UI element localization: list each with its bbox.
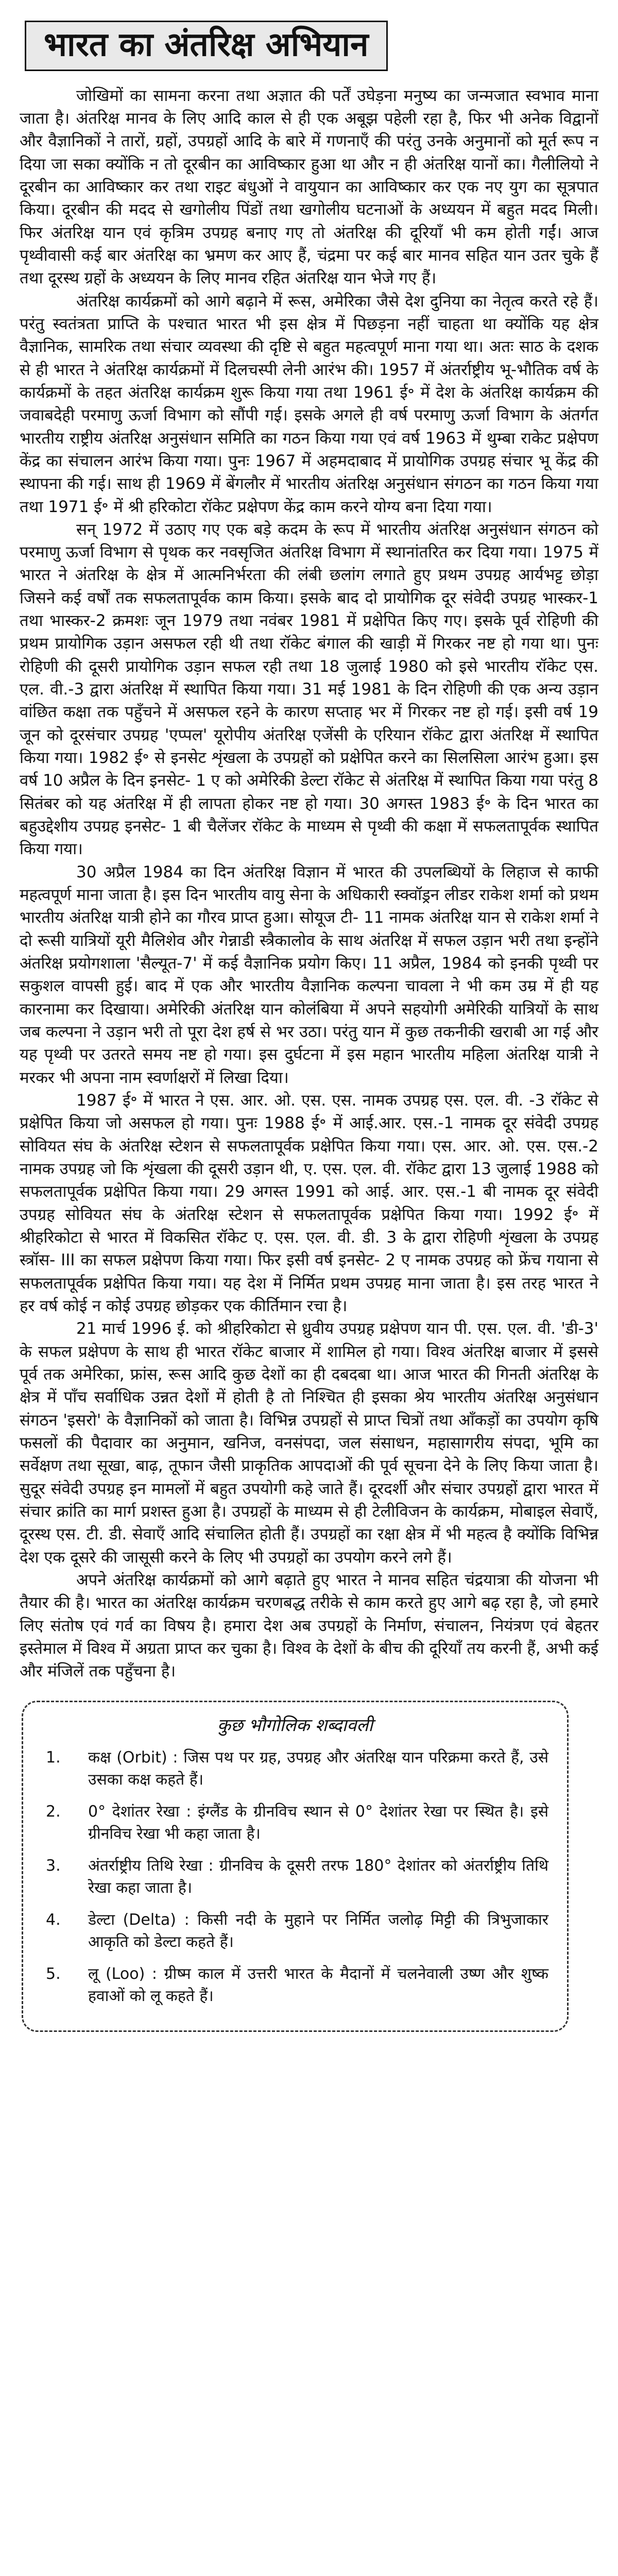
glossary-item [42,1747,548,1791]
glossary-item-text: कक्ष (Orbit) : जिस पथ पर ग्रह, उपग्रह और अंतरिक्ष यान परिक्रमा करते हैं, उसे उसका कक्ष कहते हैं। [88,1748,548,1789]
glossary-item-number: 2. [46,1802,61,1821]
glossary-item-text: लू (Loo) : ग्रीष्म काल में उत्तरी भारत के मैदानों में चलनेवाली उष्ण और शुष्क हवाओं को लू कहते हैं। [88,1964,548,2006]
glossary-item [42,1855,548,1900]
paragraph: 1987 ई॰ में भारत ने एस. आर. ओ. एस. एस. नामक उपग्रह एस. एल. वी. -3 रॉकेट से प्रक्षेपित किया जो असफल हो गया। पुनः 1988 ई॰ में आई.आर. एस.-1 नामक दूर संवेदी उपग्रह सोवियत संघ के अंतरिक्ष स्टेशन से सफलतापूर्वक प्रक्षेपित किया गया। एस. आर. ओ. एस. एस.-2 नामक उपग्रह जो कि शृंखला की दूसरी उड़ान थी, ए. एस. एल. वी. रॉकेट द्वारा 13 जुलाई 1988 को सफलतापूर्वक प्रक्षेपित किया गया। 29 अगस्त 1991 को आई. आर. एस.-1 बी नामक दूर संवेदी उपग्रह सोवियत संघ के अंतरिक्ष स्टेशन से सफलतापूर्वक प्रक्षेपित किया गया। 1992 ई॰ में श्रीहरिकोटा से भारत में विकसित रॉकेट ए. एस. एल. वी. डी. 3 के द्वारा रोहिणी शृंखला के उपग्रह स्त्रॉस- III का सफल प्रक्षेपण किया गया। फिर इसी वर्ष इनसेट- 2 ए नामक उपग्रह को फ्रेंच गयाना से सफलतापूर्वक प्रक्षेपित किया गया। यह देश में निर्मित प्रथम उपग्रह माना जाता है। इस तरह भारत ने हर वर्ष कोई न कोई उपग्रह छोड़कर एक कीर्तिमान रचा है। [20,1091,598,1315]
glossary-item-number: 1. [46,1748,61,1767]
glossary-title: कुछ भौगोलिक शब्दावली [217,1715,373,1736]
glossary-item [42,1909,548,1954]
glossary-item-number: 5. [46,1964,61,1983]
paragraph: अपने अंतरिक्ष कार्यक्रमों को आगे बढ़ाते हुए भारत ने मानव सहित चंद्रयात्रा की योजना भी तैयार की है। भारत का अंतरिक्ष कार्यक्रम चरणबद्ध तरीके से काम करते हुए आगे बढ़ रहा है, जो हमारे लिए संतोष एवं गर्व का विषय है। हमारा देश अब उपग्रहों के निर्माण, संचालन, नियंत्रण एवं बेहतर इस्तेमाल में विश्व में अग्रता प्राप्त कर चुका है। विश्व के देशों के बीच की दूरियाँ तय करनी हैं, अभी कई और मंजिलें तक पहुँचना है। [20,1570,598,1681]
page-title: भारत का अंतरिक्ष अभियान [25,21,388,71]
glossary-item-text: डेल्टा (Delta) : किसी नदी के मुहाने पर निर्मित जलोढ़ मिट्टी की त्रिभुजाकार आकृति को डेल्टा कहते हैं। [88,1910,548,1952]
paragraph: जोखिमों का सामना करना तथा अज्ञात की पर्तें उघेड़ना मनुष्य का जन्मजात स्वभाव माना जाता है। अंतरिक्ष मानव के लिए आदि काल से ही एक अबूझ पहेली रहा है, फिर भी अनेक विद्वानों और वैज्ञानिकों ने तारों, ग्रहों, उपग्रहों आदि के बारे में गणनाएँ की परंतु उनके अनुमानों को मूर्त रूप न दिया जा सका क्योंकि न तो दूरबीन का आविष्कार हुआ था और न ही अंतरिक्ष यानों का। गैलीलियो ने दूरबीन का आविष्कार कर तथा राइट बंधुओं ने वायुयान का आविष्कार कर एक नए युग का सूत्रपात किया। दूरबीन की मदद से खगोलीय पिंडों तथा खगोलीय घटनाओं के अध्ययन में बहुत मदद मिली। फिर अंतरिक्ष यान एवं कृत्रिम उपग्रह बनाए गए तो अंतरिक्ष की दूरियाँ भी कम होती गईं। आज पृथ्वीवासी कई बार अंतरिक्ष का भ्रमण कर आए हैं, चंद्रमा पर कई बार मानव सहित यान उतर चुके हैं तथा दूरस्थ ग्रहों के अध्ययन के लिए मानव रहित अंतरिक्ष यान भेजे गए हैं। [20,86,598,288]
glossary-item-text: अंतर्राष्ट्रीय तिथि रेखा : ग्रीनविच के दूसरी तरफ 180° देशांतर को अंतर्राष्ट्रीय तिथि रेखा कहा जाता है। [88,1856,548,1897]
glossary-box [22,1701,569,2032]
glossary-item [42,1963,548,2008]
paragraph: सन् 1972 में उठाए गए एक बड़े कदम के रूप में भारतीय अंतरिक्ष अनुसंधान संगठन को परमाणु ऊर्जा विभाग से पृथक कर नवसृजित अंतरिक्ष विभाग में स्थानांतरित कर दिया गया। 1975 में भारत ने अंतरिक्ष के क्षेत्र में आत्मनिर्भरता की लंबी छलांग लगाते हुए प्रथम उपग्रह आर्यभट्ट छोड़ा जिसने कई वर्षों तक सफलतापूर्वक काम किया। इसके बाद दो प्रायोगिक दूर संवेदी उपग्रह भास्कर-1 तथा भास्कर-2 क्रमशः जून 1979 तथा नवंबर 1981 में प्रक्षेपित किए गए। इसके पूर्व रोहिणी की प्रथम प्रायोगिक उड़ान असफल रही थी तथा रॉकेट बंगाल की खाड़ी में गिरकर नष्ट हो गया था। पुनः रोहिणी की दूसरी प्रायोगिक उड़ान सफल रही तथा 18 जुलाई 1980 को इसे भारतीय रॉकेट एस. एल. वी.-3 द्वारा अंतरिक्ष में स्थापित किया गया। 31 मई 1981 के दिन रोहिणी की एक अन्य उड़ान वांछित कक्षा तक पहुँचने में असफल रहने के कारण सप्ताह भर में गिरकर नष्ट हो गई। इसी वर्ष 19 जून को दूरसंचार उपग्रह 'एप्पल' यूरोपीय अंतरिक्ष एजेंसी के एरियान रॉकेट द्वारा अंतरिक्ष में स्थापित किया गया। 1982 ई॰ से इनसेट शृंखला के उपग्रहों को प्रक्षेपित करने का सिलसिला आरंभ हुआ। इस वर्ष 10 अप्रैल के दिन इनसेट- 1 ए को अमेरिकी डेल्टा रॉकेट से अंतरिक्ष में स्थापित किया गया परंतु 8 सितंबर को यह अंतरिक्ष में ही लापता होकर नष्ट हो गया। 30 अगस्त 1983 ई॰ के दिन भारत का बहुउद्देशीय उपग्रह इनसेट- 1 बी चैलेंजर रॉकेट के माध्यम से पृथ्वी की कक्षा में सफलतापूर्वक स्थापित किया गया। [20,520,598,859]
paragraph: 21 मार्च 1996 ई. को श्रीहरिकोटा से ध्रुवीय उपग्रह प्रक्षेपण यान पी. एस. एल. वी. 'डी-3' के सफल प्रक्षेपण के साथ ही भारत रॉकेट बाजार में शामिल हो गया। विश्व अंतरिक्ष बाजार में इससे पूर्व तक अमेरिका, फ्रांस, रूस आदि कुछ देशों का ही दबदबा था। आज भारत की गिनती अंतरिक्ष के क्षेत्र में पाँच सर्वाधिक उन्नत देशों में होती है तो निश्चित ही इसका श्रेय भारतीय अंतरिक्ष अनुसंधान संगठन 'इसरो' के वैज्ञानिकों को जाता है। विभिन्न उपग्रहों से प्राप्त चित्रों तथा आँकड़ों का उपयोग कृषि फसलों की पैदावार का अनुमान, खनिज, वनसंपदा, जल संसाधन, महासागरीय संपदा, भूमि का सर्वेक्षण तथा सूखा, बाढ़, तूफान जैसी प्राकृतिक आपदाओं की पूर्व सूचना देने के लिए किया जाता है। सुदूर संवेदी उपग्रह इन मामलों में बहुत उपयोगी कहे जाते हैं। दूरदर्शी और संचार उपग्रहों द्वारा भारत में संचार क्रांति का मार्ग प्रशस्त हुआ है। उपग्रहों के माध्यम से ही टेलीविजन के कार्यक्रम, मोबाइल सेवाएँ, दूरस्थ एस. टी. डी. सेवाएँ आदि संचालित होती हैं। उपग्रहों का रक्षा क्षेत्र में भी महत्व है क्योंकि विभिन्न देश एक दूसरे की जासूसी करने के लिए भी उपग्रहों का उपयोग करने लगे हैं। [20,1319,598,1567]
paragraph: 30 अप्रैल 1984 का दिन अंतरिक्ष विज्ञान में भारत की उपलब्धियों के लिहाज से काफी महत्वपूर्ण माना जाता है। इस दिन भारतीय वायु सेना के अधिकारी स्क्वॉड्रन लीडर राकेश शर्मा को प्रथम भारतीय अंतरिक्ष यात्री होने का गौरव प्राप्त हुआ। सोयूज टी- 11 नामक अंतरिक्ष यान से राकेश शर्मा ने दो रूसी यात्रियों यूरी मैलिशेव और गेन्नाडी स्त्रैकालोव के साथ अंतरिक्ष में सफल उड़ान भरी तथा इन्होंने अंतरिक्ष प्रयोगशाला 'सैल्यूत-7' में कई वैज्ञानिक प्रयोग किए। 11 अप्रैल, 1984 को इनकी पृथ्वी पर सकुशल वापसी हुई। बाद में एक और भारतीय वैज्ञानिक कल्पना चावला ने भी कम उम्र में ही यह कारनामा कर दिखाया। अमेरिकी अंतरिक्ष यान कोलंबिया में अपने सहयोगी अमेरिकी यात्रियों के साथ जब कल्पना ने उड़ान भरी तो पूरा देश हर्ष से भर उठा। परंतु यान में कुछ तकनीकी खराबी आ गई और यह पृथ्वी पर उतरते समय नष्ट हो गया। इस दुर्घटना में इस महान भारतीय महिला अंतरिक्ष यात्री ने मरकर भी अपना नाम स्वर्णाक्षरों में लिखा दिया। [20,862,598,1087]
paragraph: अंतरिक्ष कार्यक्रमों को आगे बढ़ाने में रूस, अमेरिका जैसे देश दुनिया का नेतृत्व करते रहे हैं। परंतु स्वतंत्रता प्राप्ति के पश्चात भारत भी इस क्षेत्र में पिछड़ना नहीं चाहता था क्योंकि यह क्षेत्र वैज्ञानिक, सामरिक तथा संचार व्यवस्था की दृष्टि से बहुत महत्वपूर्ण माना गया था। अतः साठ के दशक से ही भारत ने अंतरिक्ष कार्यक्रमों में दिलचस्पी लेनी आरंभ की। 1957 में अंतर्राष्ट्रीय भू-भौतिक वर्ष के कार्यक्रमों के तहत अंतरिक्ष कार्यक्रम शुरू किया गया तथा 1961 ई॰ में देश के अंतरिक्ष कार्यक्रम की जवाबदेही परमाणु ऊर्जा विभाग को सौंपी गई। इसके अगले ही वर्ष परमाणु ऊर्जा विभाग के अंतर्गत भारतीय राष्ट्रीय अंतरिक्ष अनुसंधान समिति का गठन किया गया एवं वर्ष 1963 में थुम्बा राकेट प्रक्षेपण केंद्र का संचालन आरंभ किया गया। पुनः 1967 में अहमदाबाद में प्रायोगिक उपग्रह संचार भू केंद्र की स्थापना की गई। साथ ही 1969 में बेंगलौर में भारतीय अंतरिक्ष अनुसंधान संगठन का गठन किया गया तथा 1971 ई॰ में श्री हरिकोटा रॉकेट प्रक्षेपण केंद्र काम करने योग्य बना दिया गया। [20,292,598,516]
glossary-item-number: 3. [46,1856,61,1875]
glossary-item-text: 0° देशांतर रेखा : इंग्लैंड के ग्रीनविच स्थान से 0° देशांतर रेखा पर स्थित है। इसे ग्रीनविच रेखा भी कहा जाता है। [88,1802,548,1843]
glossary-item [42,1801,548,1845]
glossary-item-number: 4. [46,1910,61,1929]
essay-body [20,84,598,1683]
